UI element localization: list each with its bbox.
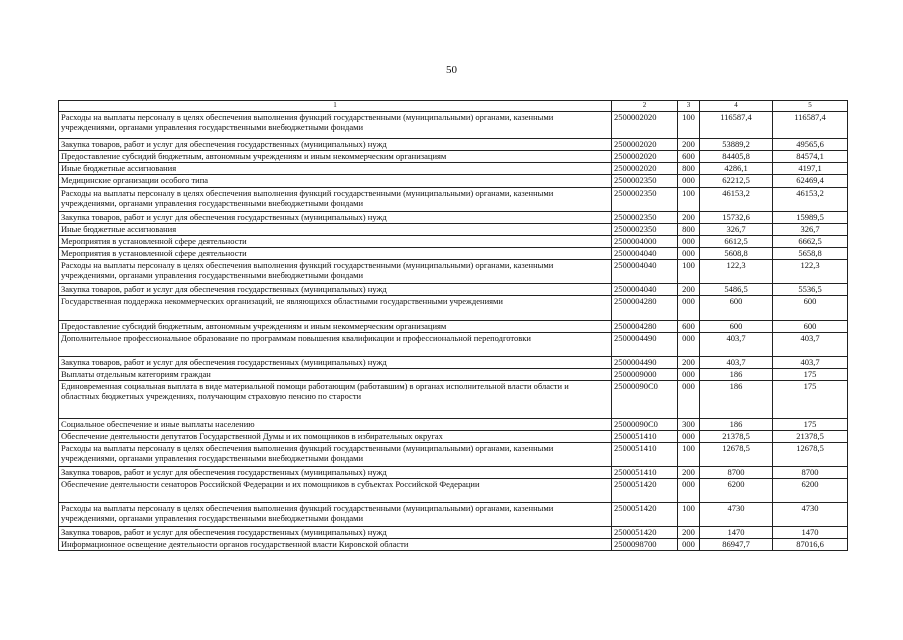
table-row (59, 224, 848, 236)
row-type-cell: 000 (678, 479, 700, 503)
row-value-2-cell: 21378,5 (773, 431, 848, 443)
row-value-2-cell: 46153,2 (773, 188, 848, 212)
table-row (59, 260, 848, 284)
row-type-cell: 100 (678, 112, 700, 139)
column-header-code: 2 (612, 101, 678, 112)
row-value-1-cell: 1470 (700, 527, 773, 539)
row-value-2-cell: 326,7 (773, 224, 848, 236)
row-type-cell: 800 (678, 163, 700, 175)
row-code-cell: 2500051410 (612, 467, 678, 479)
row-value-2-cell: 49565,6 (773, 139, 848, 151)
table-header-row (59, 101, 848, 112)
row-value-2-cell: 600 (773, 296, 848, 321)
row-code-cell: 2500004040 (612, 260, 678, 284)
row-type-cell: 000 (678, 296, 700, 321)
table-row (59, 296, 848, 321)
row-code-cell: 2500004040 (612, 284, 678, 296)
row-code-cell: 2500002350 (612, 188, 678, 212)
row-code-cell: 25000090С0 (612, 381, 678, 419)
column-header-name: 1 (59, 101, 612, 112)
row-value-2-cell: 15989,5 (773, 212, 848, 224)
row-type-cell: 800 (678, 224, 700, 236)
row-name-cell: Расходы на выплаты персоналу в целях обеспечения выполнения функций государственными (муниципальными) органами, казенными учреждениями, органами управления государственными внебюджетными фондами (59, 112, 612, 139)
row-type-cell: 600 (678, 151, 700, 163)
row-code-cell: 2500051420 (612, 527, 678, 539)
row-name-cell: Иные бюджетные ассигнования (59, 224, 612, 236)
row-name-cell: Единовременная социальная выплата в виде материальной помощи работающим (работавшим) в органах исполнительной власти области и областных бюджетных учреждениях, получающим страховую пенсию по старости (59, 381, 612, 419)
row-type-cell: 200 (678, 527, 700, 539)
row-value-1-cell: 5486,5 (700, 284, 773, 296)
table-row (59, 381, 848, 419)
table-row (59, 188, 848, 212)
row-code-cell: 2500002020 (612, 139, 678, 151)
row-value-1-cell: 53889,2 (700, 139, 773, 151)
row-value-1-cell: 326,7 (700, 224, 773, 236)
row-value-2-cell: 175 (773, 381, 848, 419)
row-value-1-cell: 403,7 (700, 333, 773, 357)
row-value-1-cell: 5608,8 (700, 248, 773, 260)
row-value-1-cell: 86947,7 (700, 539, 773, 551)
row-value-2-cell: 1470 (773, 527, 848, 539)
row-code-cell: 2500002350 (612, 212, 678, 224)
row-type-cell: 200 (678, 139, 700, 151)
row-value-1-cell: 403,7 (700, 357, 773, 369)
row-value-2-cell: 62469,4 (773, 175, 848, 188)
row-type-cell: 100 (678, 503, 700, 527)
row-code-cell: 2500004280 (612, 296, 678, 321)
table-row (59, 443, 848, 467)
row-value-1-cell: 12678,5 (700, 443, 773, 467)
row-value-2-cell: 12678,5 (773, 443, 848, 467)
row-code-cell: 2500002020 (612, 163, 678, 175)
row-name-cell: Предоставление субсидий бюджетным, автономным учреждениям и иным некоммерческим организациям (59, 151, 612, 163)
row-code-cell: 2500002350 (612, 175, 678, 188)
row-name-cell: Обеспечение деятельности депутатов Государственной Думы и их помощников в избирательных округах (59, 431, 612, 443)
row-name-cell: Закупка товаров, работ и услуг для обеспечения государственных (муниципальных) нужд (59, 139, 612, 151)
row-name-cell: Информационное освещение деятельности органов государственной власти Кировской области (59, 539, 612, 551)
row-type-cell: 000 (678, 248, 700, 260)
table-row (59, 112, 848, 139)
row-name-cell: Закупка товаров, работ и услуг для обеспечения государственных (муниципальных) нужд (59, 357, 612, 369)
row-code-cell: 2500004490 (612, 357, 678, 369)
table-row (59, 539, 848, 551)
table-body (59, 112, 848, 551)
row-value-2-cell: 122,3 (773, 260, 848, 284)
row-value-2-cell: 116587,4 (773, 112, 848, 139)
row-value-1-cell: 46153,2 (700, 188, 773, 212)
row-type-cell: 000 (678, 236, 700, 248)
row-value-1-cell: 15732,6 (700, 212, 773, 224)
row-value-2-cell: 600 (773, 321, 848, 333)
column-header-value-1: 4 (700, 101, 773, 112)
row-type-cell: 200 (678, 357, 700, 369)
row-value-2-cell: 6200 (773, 479, 848, 503)
row-value-2-cell: 403,7 (773, 357, 848, 369)
row-type-cell: 000 (678, 539, 700, 551)
row-name-cell: Социальное обеспечение и иные выплаты населению (59, 419, 612, 431)
table-row (59, 236, 848, 248)
table-row (59, 479, 848, 503)
table-row (59, 163, 848, 175)
table-row (59, 333, 848, 357)
row-type-cell: 200 (678, 212, 700, 224)
row-type-cell: 600 (678, 321, 700, 333)
row-type-cell: 200 (678, 284, 700, 296)
row-type-cell: 300 (678, 419, 700, 431)
column-header-value-2: 5 (773, 101, 848, 112)
table-row (59, 139, 848, 151)
row-value-2-cell: 87016,6 (773, 539, 848, 551)
table-row (59, 431, 848, 443)
row-type-cell: 000 (678, 381, 700, 419)
row-value-2-cell: 8700 (773, 467, 848, 479)
table-row (59, 419, 848, 431)
row-value-1-cell: 116587,4 (700, 112, 773, 139)
table-row (59, 503, 848, 527)
row-code-cell: 2500004040 (612, 248, 678, 260)
row-code-cell: 2500051420 (612, 479, 678, 503)
row-value-2-cell: 84574,1 (773, 151, 848, 163)
row-value-1-cell: 6200 (700, 479, 773, 503)
table-row (59, 321, 848, 333)
table-row (59, 284, 848, 296)
row-value-2-cell: 6662,5 (773, 236, 848, 248)
row-value-1-cell: 122,3 (700, 260, 773, 284)
row-value-1-cell: 62212,5 (700, 175, 773, 188)
row-name-cell: Предоставление субсидий бюджетным, автономным учреждениям и иным некоммерческим организациям (59, 321, 612, 333)
table-row (59, 212, 848, 224)
row-code-cell: 2500004000 (612, 236, 678, 248)
row-type-cell: 200 (678, 467, 700, 479)
row-name-cell: Иные бюджетные ассигнования (59, 163, 612, 175)
row-value-1-cell: 600 (700, 321, 773, 333)
row-type-cell: 000 (678, 175, 700, 188)
row-type-cell: 000 (678, 333, 700, 357)
row-code-cell: 2500051420 (612, 503, 678, 527)
row-value-1-cell: 84405,8 (700, 151, 773, 163)
row-value-2-cell: 4197,1 (773, 163, 848, 175)
row-code-cell: 2500009000 (612, 369, 678, 381)
row-type-cell: 100 (678, 260, 700, 284)
row-name-cell: Мероприятия в установленной сфере деятельности (59, 248, 612, 260)
table-row (59, 151, 848, 163)
budget-table (58, 100, 848, 551)
row-value-1-cell: 4286,1 (700, 163, 773, 175)
row-value-1-cell: 186 (700, 381, 773, 419)
row-code-cell: 2500051410 (612, 443, 678, 467)
row-name-cell: Расходы на выплаты персоналу в целях обеспечения выполнения функций государственными (муниципальными) органами, казенными учреждениями, органами управления государственными внебюджетными фондами (59, 443, 612, 467)
row-name-cell: Дополнительное профессиональное образование по программам повышения квалификации и профессиональной переподготовки (59, 333, 612, 357)
row-type-cell: 000 (678, 369, 700, 381)
row-code-cell: 25000090С0 (612, 419, 678, 431)
table-row (59, 357, 848, 369)
row-code-cell: 2500002350 (612, 224, 678, 236)
row-name-cell: Закупка товаров, работ и услуг для обеспечения государственных (муниципальных) нужд (59, 212, 612, 224)
row-value-1-cell: 186 (700, 369, 773, 381)
column-header-type: 3 (678, 101, 700, 112)
table-row (59, 175, 848, 188)
row-code-cell: 2500098700 (612, 539, 678, 551)
row-value-1-cell: 186 (700, 419, 773, 431)
table-row (59, 527, 848, 539)
row-value-2-cell: 5536,5 (773, 284, 848, 296)
row-value-2-cell: 5658,8 (773, 248, 848, 260)
row-name-cell: Расходы на выплаты персоналу в целях обеспечения выполнения функций государственными (муниципальными) органами, казенными учреждениями, органами управления государственными внебюджетными фондами (59, 260, 612, 284)
row-code-cell: 2500002020 (612, 151, 678, 163)
row-type-cell: 000 (678, 431, 700, 443)
row-code-cell: 2500051410 (612, 431, 678, 443)
row-name-cell: Выплаты отдельным категориям граждан (59, 369, 612, 381)
table-row (59, 248, 848, 260)
row-name-cell: Обеспечение деятельности сенаторов Российской Федерации и их помощников в субъектах Российской Федерации (59, 479, 612, 503)
row-name-cell: Закупка товаров, работ и услуг для обеспечения государственных (муниципальных) нужд (59, 527, 612, 539)
row-name-cell: Закупка товаров, работ и услуг для обеспечения государственных (муниципальных) нужд (59, 467, 612, 479)
row-type-cell: 100 (678, 188, 700, 212)
page-number: 50 (446, 64, 457, 76)
row-code-cell: 2500004490 (612, 333, 678, 357)
row-value-2-cell: 403,7 (773, 333, 848, 357)
row-code-cell: 2500004280 (612, 321, 678, 333)
row-value-1-cell: 600 (700, 296, 773, 321)
row-value-1-cell: 8700 (700, 467, 773, 479)
table-row (59, 369, 848, 381)
row-value-2-cell: 175 (773, 369, 848, 381)
row-name-cell: Расходы на выплаты персоналу в целях обеспечения выполнения функций государственными (муниципальными) органами, казенными учреждениями, органами управления государственными внебюджетными фондами (59, 188, 612, 212)
row-name-cell: Государственная поддержка некоммерческих организаций, не являющихся областными государственными учреждениями (59, 296, 612, 321)
row-name-cell: Закупка товаров, работ и услуг для обеспечения государственных (муниципальных) нужд (59, 284, 612, 296)
row-value-2-cell: 175 (773, 419, 848, 431)
row-name-cell: Медицинские организации особого типа (59, 175, 612, 188)
row-value-1-cell: 6612,5 (700, 236, 773, 248)
row-name-cell: Расходы на выплаты персоналу в целях обеспечения выполнения функций государственными (муниципальными) органами, казенными учреждениями, органами управления государственными внебюджетными фондами (59, 503, 612, 527)
row-type-cell: 100 (678, 443, 700, 467)
row-value-2-cell: 4730 (773, 503, 848, 527)
row-value-1-cell: 21378,5 (700, 431, 773, 443)
row-name-cell: Мероприятия в установленной сфере деятельности (59, 236, 612, 248)
table-row (59, 467, 848, 479)
row-value-1-cell: 4730 (700, 503, 773, 527)
row-code-cell: 2500002020 (612, 112, 678, 139)
